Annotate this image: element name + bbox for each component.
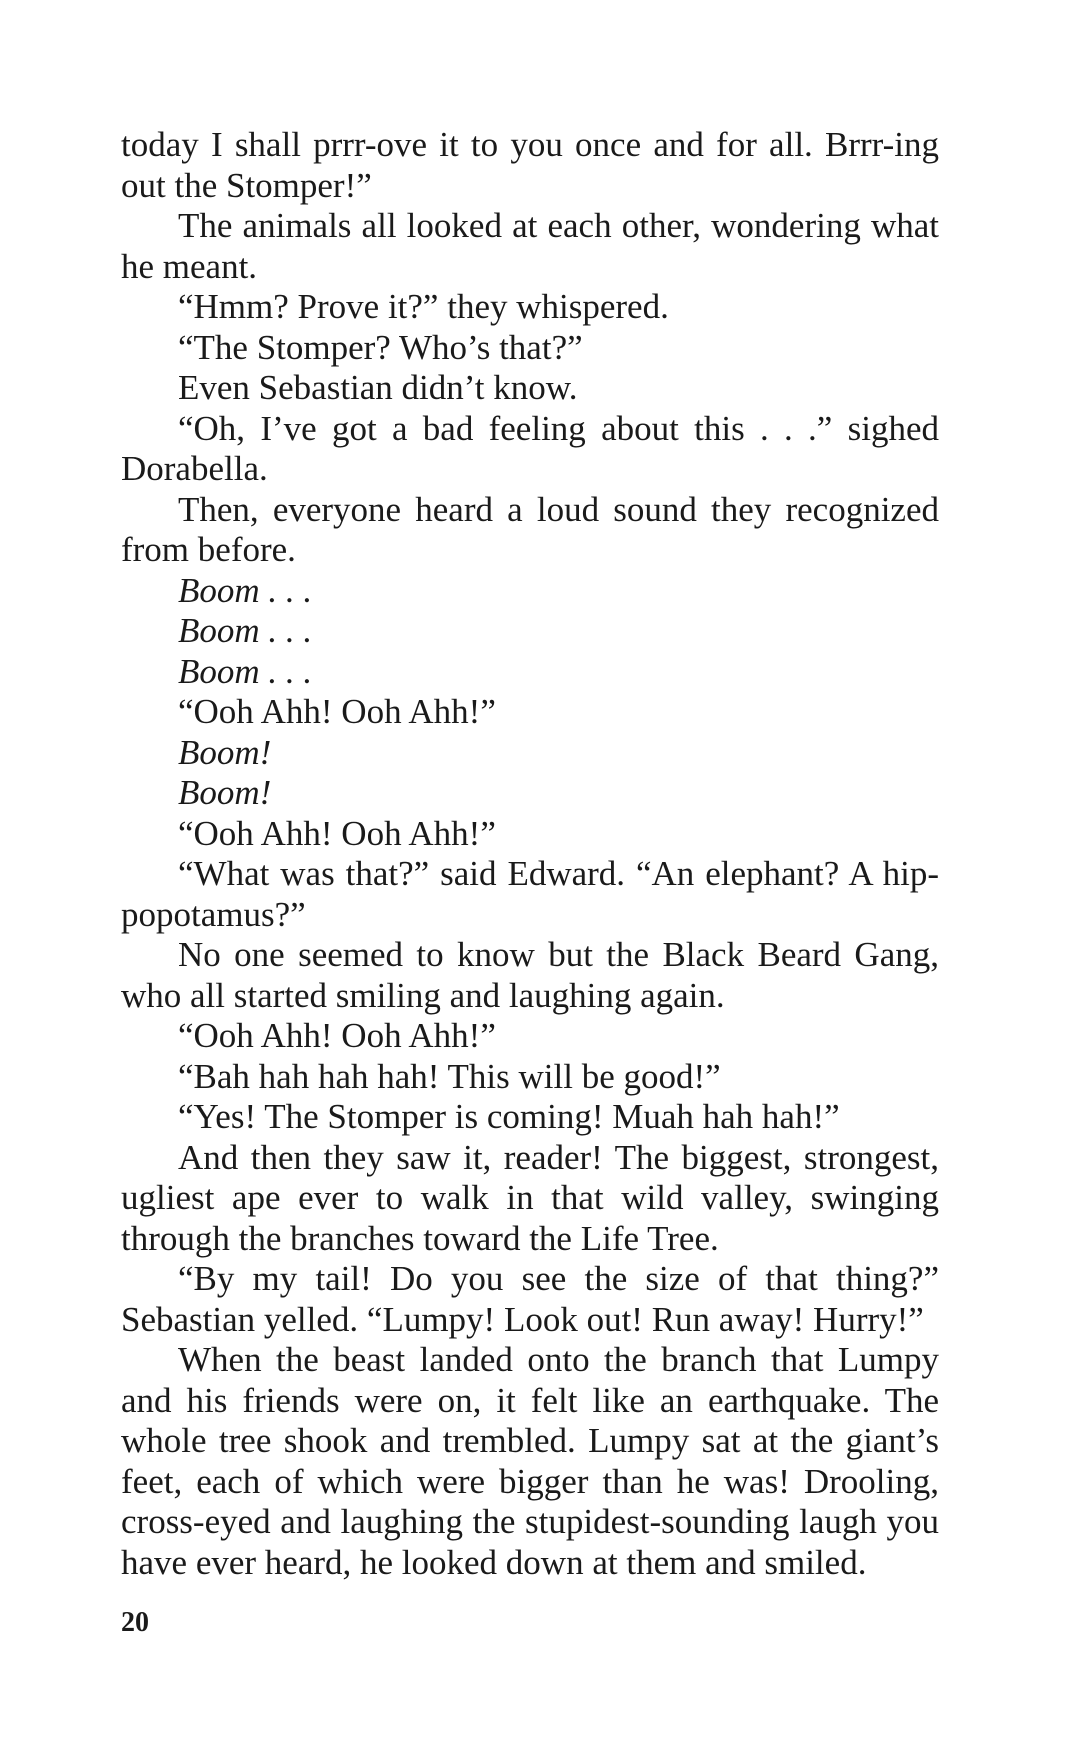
- page-number: 20: [121, 1607, 149, 1638]
- paragraph: “Ooh Ahh! Ooh Ahh!”: [178, 692, 496, 731]
- paragraph: “The Stomper? Who’s that?”: [178, 327, 583, 367]
- paragraph: “Yes! The Stomper is coming! Muah hah hah!”: [178, 1097, 840, 1136]
- sound-effect-line: Boom!: [178, 732, 272, 772]
- paragraph: “What was that?” said Edward. “An elephant? A hippopotamus?”: [121, 854, 939, 934]
- sound-effect-line: Boom . . .: [178, 651, 313, 691]
- paragraph: Even Sebastian didn’t know.: [178, 368, 578, 407]
- paragraph: “By my tail! Do you see the size of that thing?” Sebastian yelled. “Lumpy! Look out! Run away! Hurry!”: [121, 1259, 939, 1339]
- paragraph: “Ooh Ahh! Ooh Ahh!”: [178, 1016, 496, 1055]
- paragraph: “Hmm? Prove it?” they whispered.: [178, 287, 669, 326]
- paragraph: Then, everyone heard a loud sound they recognized from before.: [121, 489, 939, 569]
- paragraph: And then they saw it, reader! The biggest, strongest, ugliest ape ever to walk in that wild valley, swinging through the branches toward the Life Tree.: [121, 1137, 939, 1258]
- sound-effect-line: Boom!: [178, 773, 272, 812]
- paragraph: When the beast landed onto the branch that Lumpy and his friends were on, it felt like an earthquake. The whole tree shook and trembled. Lumpy sat at the giant’s feet, each of which were bigger than he was! Drooling, cross-eyed and laughing the stupidest-sounding laugh you have ever heard, he looked down at them and smiled.: [121, 1340, 939, 1582]
- paragraph: “Oh, I’ve got a bad feeling about this . . .” sighed Dorabella.: [121, 408, 939, 488]
- paragraph: today I shall prrr-ove it to you once and for all. Brrr-ing out the Stomper!”: [121, 125, 939, 205]
- sound-effect-line: Boom . . .: [178, 611, 313, 650]
- sound-effect-line: Boom . . .: [178, 570, 313, 610]
- paragraph: “Ooh Ahh! Ooh Ahh!”: [178, 813, 496, 853]
- paragraph: No one seemed to know but the Black Beard Gang, who all started smiling and laughing again.: [121, 935, 939, 1015]
- page-body-text: [121, 125, 939, 1583]
- paragraph: “Bah hah hah hah! This will be good!”: [178, 1056, 721, 1096]
- paragraph: The animals all looked at each other, wondering what he meant.: [121, 206, 939, 286]
